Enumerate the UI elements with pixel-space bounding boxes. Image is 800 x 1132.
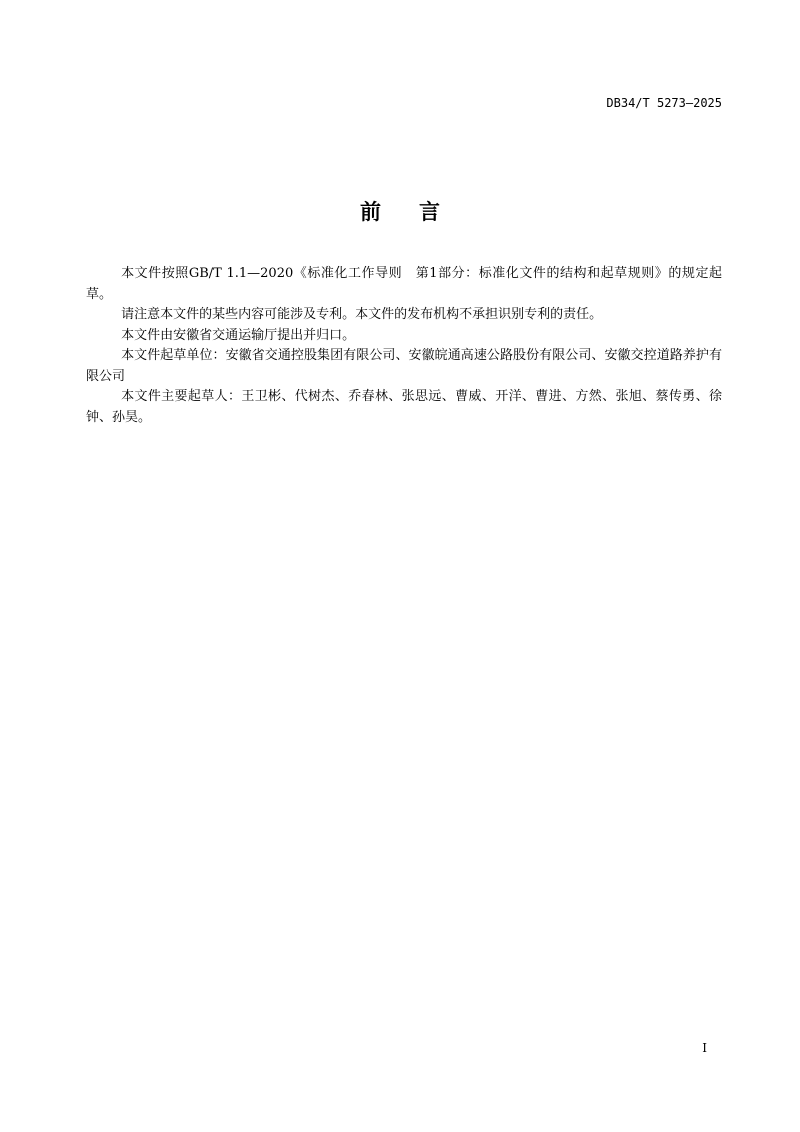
page-number: I bbox=[702, 1041, 707, 1055]
paragraph-drafting-rules: 本文件按照GB/T 1.1—2020《标准化工作导则 第1部分：标准化文件的结构和起草规则》的规定起草。 bbox=[86, 266, 722, 302]
paragraph-patent-notice: 请注意本文件的某些内容可能涉及专利。本文件的发布机构不承担识别专利的责任。 bbox=[121, 307, 603, 322]
paragraph-drafters: 本文件主要起草人：王卫彬、代树杰、乔春林、张思远、曹威、开洋、曹进、方然、张旭、蔡传勇、徐钟、孙昊。 bbox=[86, 389, 722, 425]
page-title: 前言 bbox=[360, 200, 478, 224]
paragraph-proposer: 本文件由安徽省交通运输厅提出并归口。 bbox=[121, 327, 356, 343]
standard-number: DB34/T 5273—2025 bbox=[606, 96, 722, 110]
paragraph-drafting-units: 本文件起草单位：安徽省交通控股集团有限公司、安徽皖通高速公路股份有限公司、安徽交控道路养护有限公司 bbox=[86, 348, 722, 384]
foreword-body bbox=[86, 264, 722, 428]
